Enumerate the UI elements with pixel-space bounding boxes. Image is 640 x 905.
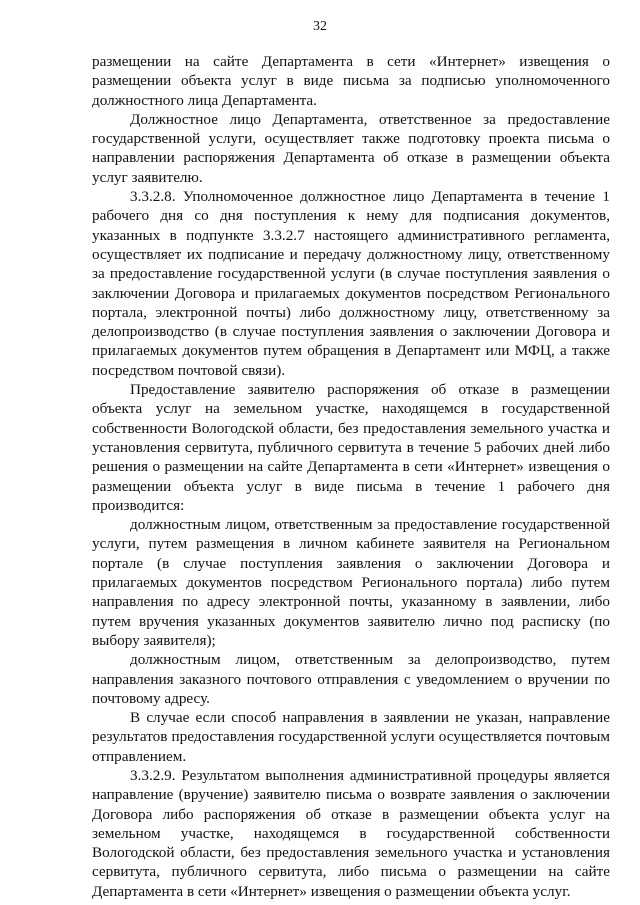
- document-body: [92, 52, 610, 901]
- paragraph-responsible-official: Должностное лицо Департамента, ответственное за предоставление государственной услуги, осуществляет также подготовку проекта письма о направлении распоряжения Департамента об отказе в размещении объекта услуг заявителю.: [92, 110, 610, 186]
- paragraph-delivery-by-service-official: должностным лицом, ответственным за предоставление государственной услуги, путем размещения в личном кабинете заявителя на Региональном портале (в случае поступления заявления о заключении Договора и прилагаемых документов посредством Регионального портала) либо путем направления по адресу электронной почты, указанному в заявлении, либо путем вручения указанных документов заявителю лично под расписку (по выбору заявителя);: [92, 516, 610, 649]
- paragraph-continuation: размещении на сайте Департамента в сети «Интернет» извещения о размещении объекта услуг в виде письма за подписью уполномоченного должностного лица Департамента.: [92, 53, 610, 109]
- paragraph-3-3-2-9: 3.3.2.9. Результатом выполнения административной процедуры является направление (вручение) заявителю письма о возврате заявления о заключении Договора либо распоряжения об отказе в размещении объекта услуг на земельном участке, находящемся в государственной собственности Вологодской области, без предоставления земельного участка и установления сервитута, публичного сервитута, либо письма о размещении на сайте Департамента в сети «Интернет» извещения о размещении объекта услуг.: [92, 766, 610, 900]
- paragraph-delivery-of-refusal: Предоставление заявителю распоряжения об отказе в размещении объекта услуг на земельном участке, находящемся в государственной собственности Вологодской области, без предоставления земельного участка и установления сервитута, публичного сервитута в течение 5 рабочих дней либо решения о размещении на сайте Департамента в сети «Интернет» извещения о размещении объекта услуг в виде письма в течение 1 рабочего дня производится:: [92, 381, 610, 514]
- paragraph-3-3-2-8: 3.3.2.8. Уполномоченное должностное лицо Департамента в течение 1 рабочего дня со дня поступления к нему для подписания документов, указанных в подпункте 3.3.2.7 настоящего административного регламента, осуществляет их подписание и передачу должностному лицу, ответственному за предоставление государственной услуги (в случае поступления заявления о заключении Договора и прилагаемых документов посредством Регионального портала, электронной почты) либо должностному лицу, ответственному за делопроизводство (в случае поступления заявления о заключении Договора и прилагаемых документов путем обращения в Департамент или МФЦ, а также посредством почтовой связи).: [92, 188, 610, 379]
- paragraph-delivery-by-records-official: должностным лицом, ответственным за делопроизводство, путем направления заказного почтового отправления с уведомлением о вручении по почтовому адресу.: [92, 651, 610, 707]
- page-number: 32: [313, 19, 327, 34]
- paragraph-default-delivery-method: В случае если способ направления в заявлении не указан, направление результатов предоставления государственной услуги осуществляется почтовым отправлением.: [92, 709, 610, 765]
